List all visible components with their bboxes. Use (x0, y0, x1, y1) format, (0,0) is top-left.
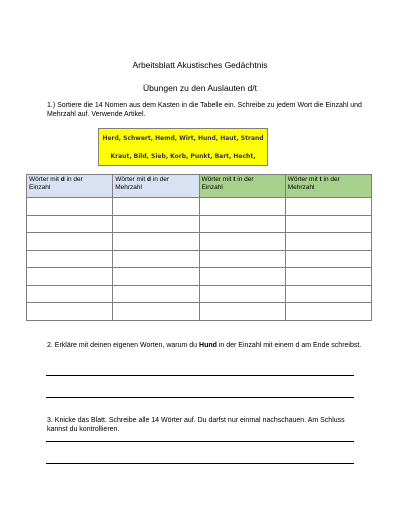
table-cell[interactable] (113, 215, 199, 233)
worksheet-subtitle: Übungen zu den Auslauten d/t (143, 83, 257, 93)
answer-line[interactable] (46, 441, 354, 442)
header-d-plural: Wörter mit d in der Mehrzahl (113, 175, 199, 198)
table-cell[interactable] (27, 198, 113, 216)
answer-line[interactable] (46, 375, 354, 376)
table-cell[interactable] (199, 233, 285, 251)
header-d-singular: Wörter mit d in der Einzahl (27, 175, 113, 198)
table-cell[interactable] (113, 198, 199, 216)
table-cell[interactable] (199, 215, 285, 233)
word-box-line-1: Herd, Schwert, Hemd, Wirt, Hund, Haut, Strand (102, 135, 264, 142)
table-cell[interactable] (27, 268, 113, 286)
table-row (27, 285, 372, 303)
table-cell[interactable] (27, 250, 113, 268)
table-cell[interactable] (113, 250, 199, 268)
table-cell[interactable] (285, 285, 371, 303)
answer-line[interactable] (46, 397, 354, 398)
table-row (27, 215, 372, 233)
header-t-plural: Wörter mit t in der Mehrzahl (285, 175, 371, 198)
table-row (27, 268, 372, 286)
table-row (27, 250, 372, 268)
table-cell[interactable] (113, 268, 199, 286)
task-3-instructions: 3. Knicke das Blatt. Schreibe alle 14 Wörter auf. Du darfst nur einmal nachschauen. Am Schluss kannst du kontrollieren. (47, 417, 345, 433)
table-cell[interactable] (113, 303, 199, 321)
answer-line[interactable] (46, 463, 354, 464)
table-cell[interactable] (199, 250, 285, 268)
header-t-singular: Wörter mit t in der Einzahl (199, 175, 285, 198)
table-body (27, 198, 372, 321)
table-cell[interactable] (285, 198, 371, 216)
task-1-instructions: 1.) Sortiere die 14 Nomen aus dem Kasten in die Tabelle ein. Schreibe zu jedem Wort die Einzahl und Mehrzahl auf. Verwende Artikel. (47, 102, 362, 118)
table-cell[interactable] (285, 250, 371, 268)
table-header-row (27, 175, 372, 198)
table-cell[interactable] (285, 215, 371, 233)
table-cell[interactable] (27, 285, 113, 303)
table-cell[interactable] (199, 303, 285, 321)
table-cell[interactable] (199, 268, 285, 286)
table-cell[interactable] (285, 268, 371, 286)
sorting-table (26, 174, 372, 321)
table-cell[interactable] (199, 285, 285, 303)
table-row (27, 198, 372, 216)
table-row (27, 233, 372, 251)
table-cell[interactable] (27, 233, 113, 251)
table-cell[interactable] (113, 285, 199, 303)
table-cell[interactable] (27, 215, 113, 233)
worksheet-title: Arbeitsblatt Akustisches Gedächtnis (132, 60, 268, 70)
word-box-line-2: Kraut, Bild, Sieb, Korb, Punkt, Bart, Hecht, (110, 153, 256, 160)
table-cell[interactable] (27, 303, 113, 321)
task-2-instructions: 2. Erkläre mit deinen eigenen Worten, warum du Hund in der Einzahl mit einem d am Ende schreibst. (47, 342, 362, 349)
table-cell[interactable] (285, 303, 371, 321)
table-cell[interactable] (285, 233, 371, 251)
table-cell[interactable] (113, 233, 199, 251)
word-box (98, 128, 268, 166)
table-row (27, 303, 372, 321)
table-cell[interactable] (199, 198, 285, 216)
